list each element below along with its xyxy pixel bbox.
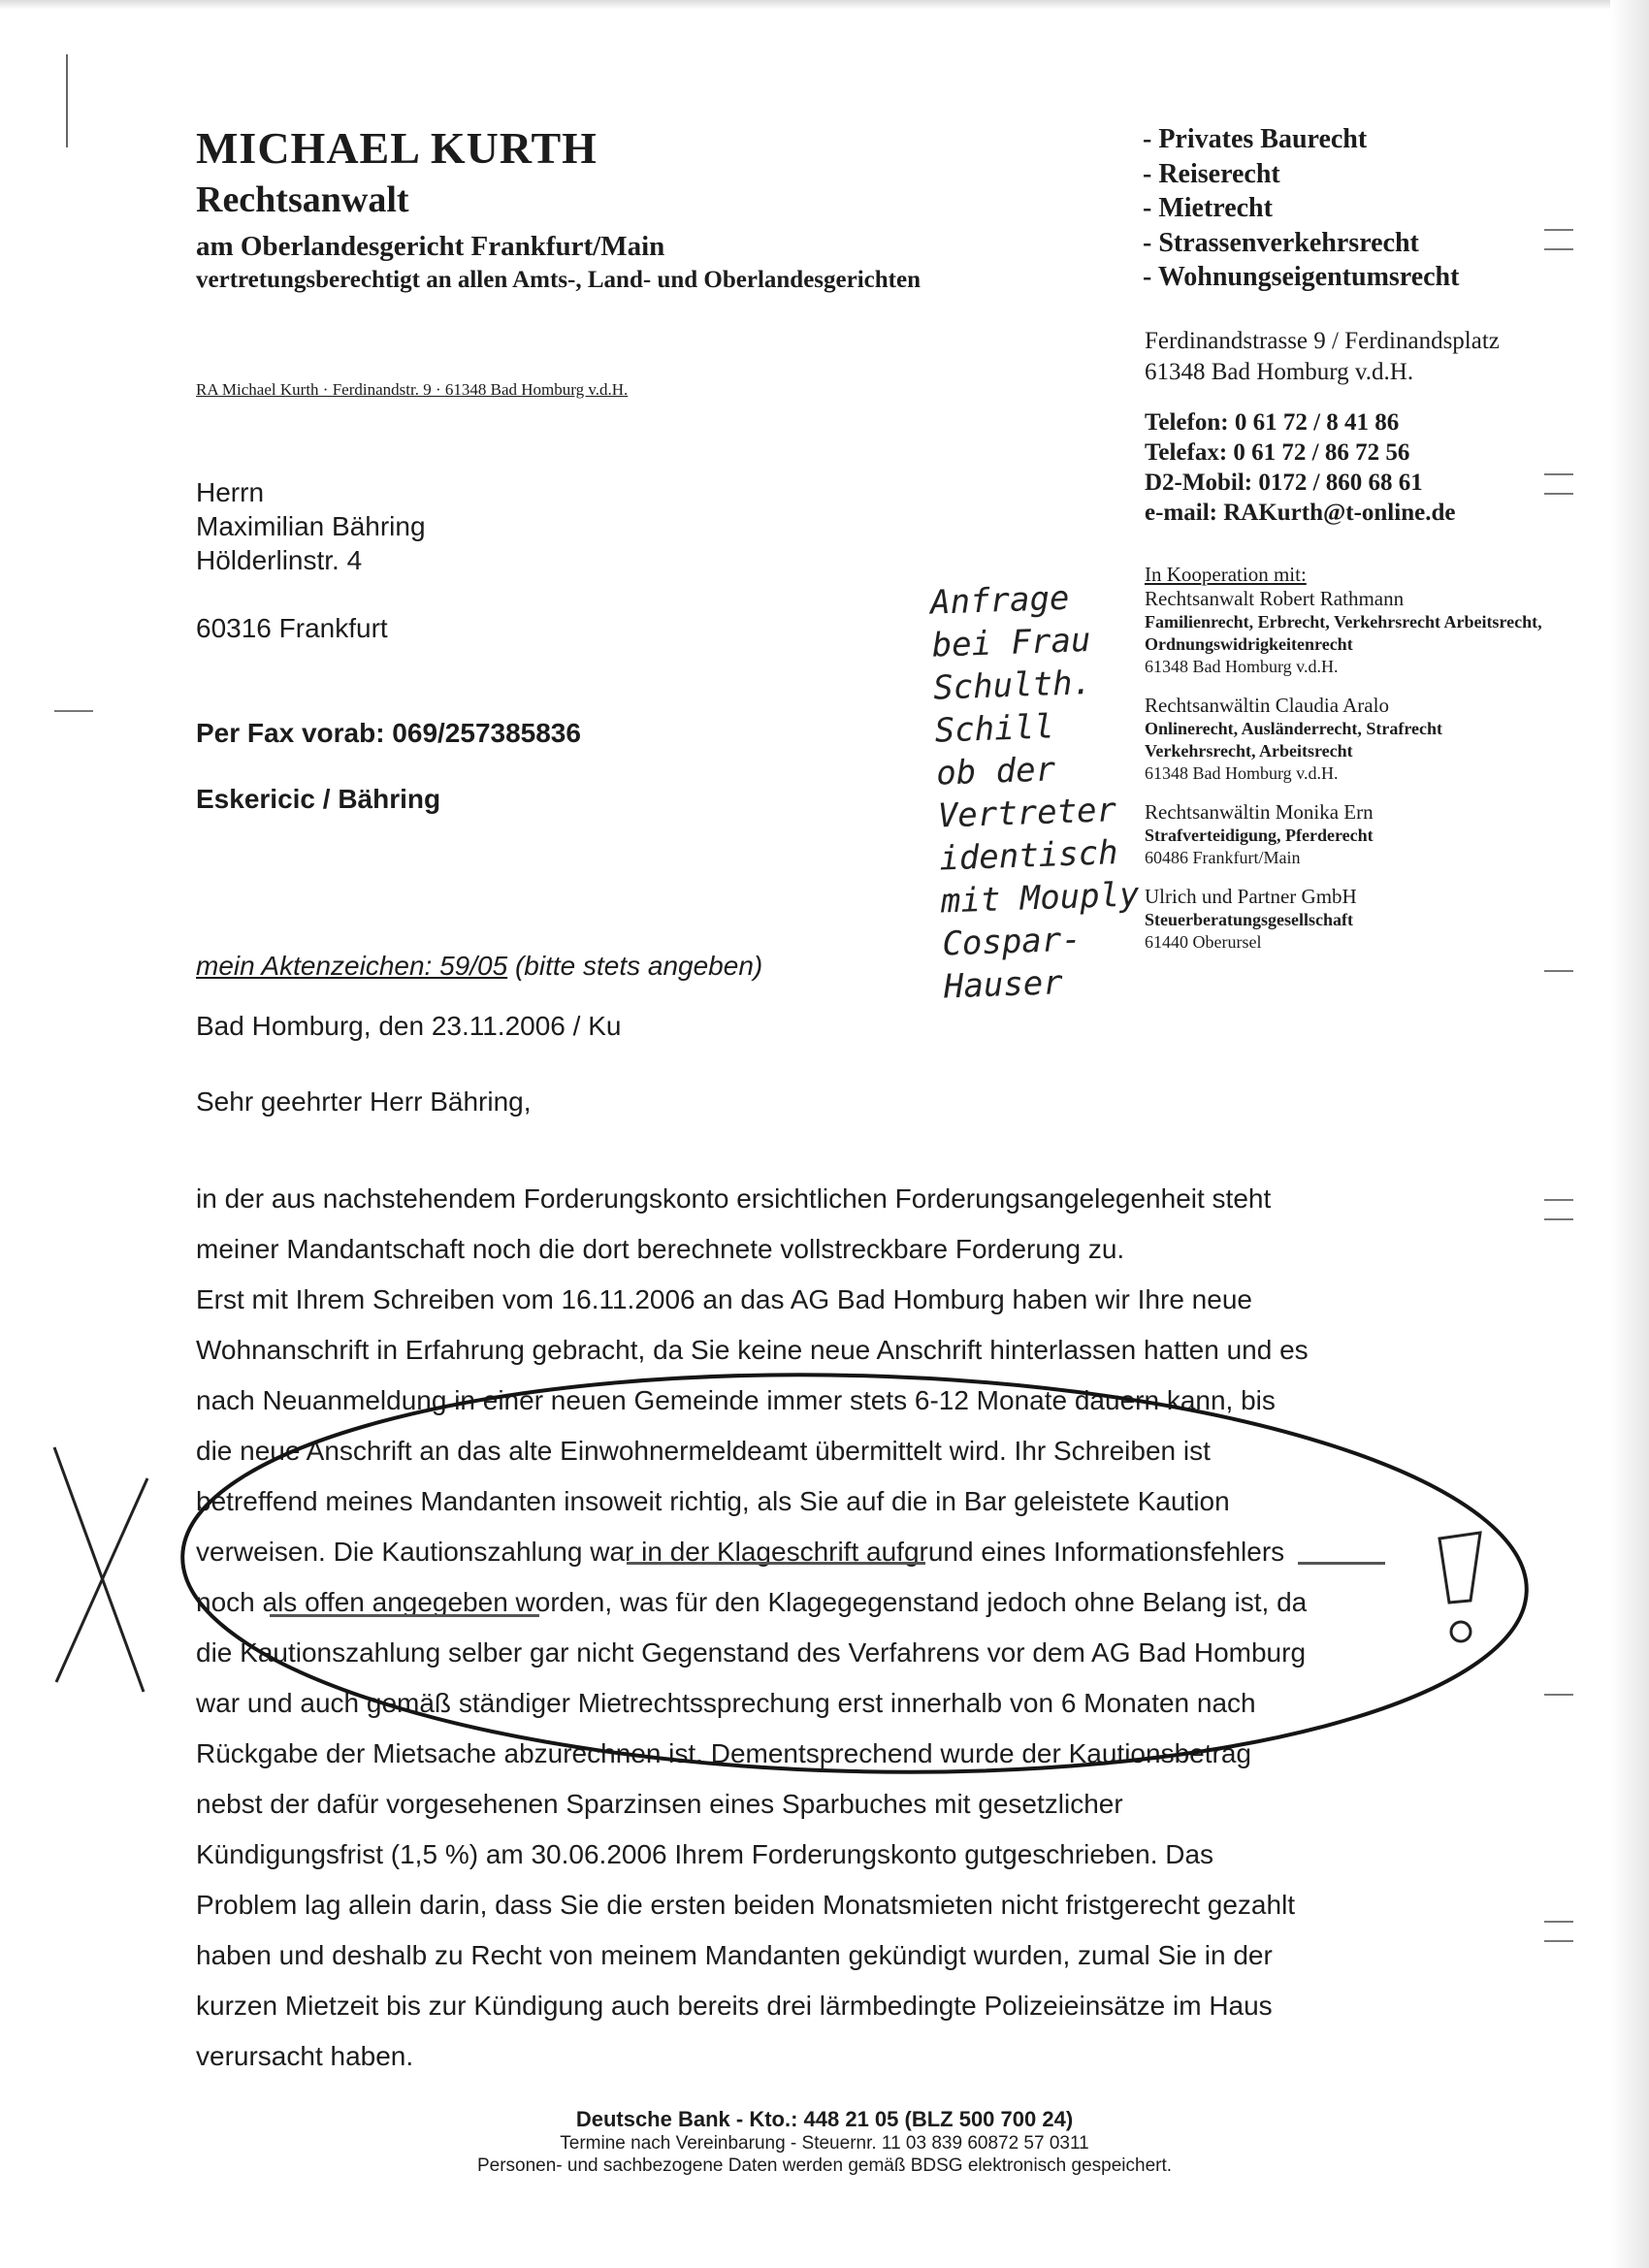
- return-address: RA Michael Kurth · Ferdinandstr. 9 · 61348 Bad Homburg v.d.H.: [196, 380, 629, 399]
- partner-name: Rechtsanwältin Claudia Aralo: [1145, 694, 1389, 717]
- office-address: [1145, 326, 1500, 388]
- body-line: Problem lag allein darin, dass Sie die ersten beiden Monatsmieten nicht fristgerecht gezahlt: [196, 1890, 1296, 1920]
- footer-terms: Termine nach Vereinbarung - Steuernr. 11 03 839 60872 57 0311: [560, 2133, 1089, 2154]
- practice-area-item: - Reiserecht: [1143, 158, 1280, 189]
- handwritten-underline: [1298, 1562, 1385, 1565]
- handwritten-line: Cospar-: [941, 920, 1083, 964]
- body-line: noch als offen angegeben worden, was für den Klagegegenstand jedoch ohne Belang ist, da: [196, 1587, 1308, 1617]
- scan-edge-right: [1610, 0, 1649, 2268]
- phone-number: Telefon: 0 61 72 / 8 41 86: [1145, 409, 1400, 436]
- letter-salutation: Sehr geehrter Herr Bähring,: [196, 1086, 532, 1117]
- body-line: verursacht haben.: [196, 2041, 414, 2071]
- footer-privacy: Personen- und sachbezogene Daten werden gemäß BDSG elektronisch gespeichert.: [476, 2155, 1173, 2176]
- body-line: haben und deshalb zu Recht von meinem Mandanten gekündigt wurden, zumal Sie in der: [196, 1940, 1273, 1970]
- body-line: nebst der dafür vorgesehenen Sparzinsen eines Sparbuches mit gesetzlicher: [196, 1789, 1123, 1819]
- recipient-street: Hölderlinstr. 4: [196, 545, 363, 575]
- firm-representation: vertretungsberechtigt an allen Amts-, Land- und Oberlandesgerichten: [196, 267, 921, 293]
- body-line: Wohnanschrift in Erfahrung gebracht, da Sie keine neue Anschrift hinterlassen hatten und es: [196, 1335, 1309, 1365]
- body-line: verweisen. Die Kautionszahlung war in der Klageschrift aufgrund eines Informationsfehlers: [196, 1537, 1285, 1567]
- partner-name: Rechtsanwältin Monika Ern: [1145, 800, 1374, 824]
- cooperation-partner: [1145, 800, 1552, 869]
- practice-area-item: - Privates Baurecht: [1143, 124, 1368, 154]
- letter-footer: [0, 2107, 1649, 2177]
- fax-line: Per Fax vorab: 069/257385836: [196, 718, 581, 748]
- handwritten-line: identisch: [938, 833, 1119, 879]
- reference-line: [196, 951, 762, 982]
- body-line: Kündigungsfrist (1,5 %) am 30.06.2006 Ihrem Forderungskonto gutgeschrieben. Das: [196, 1839, 1214, 1869]
- partner-fields: Steuerberatungsgesellschaft: [1145, 910, 1353, 929]
- handwritten-line: Schulth.: [932, 663, 1093, 708]
- punch-mark: [66, 54, 68, 147]
- margin-mark: [1544, 1940, 1573, 1942]
- practice-areas-list: [1143, 122, 1459, 295]
- case-line: Eskericic / Bähring: [196, 784, 441, 814]
- handwritten-line: Vertreter: [937, 791, 1117, 836]
- footer-bank-details: Deutsche Bank - Kto.: 448 21 05 (BLZ 500 700 24): [575, 2107, 1074, 2131]
- firm-title: Rechtsanwalt: [196, 179, 409, 220]
- recipient-name: Maximilian Bähring: [196, 511, 426, 541]
- handwritten-oval-mark: [177, 1368, 1533, 1779]
- handwritten-exclamation-icon: [1434, 1531, 1488, 1647]
- margin-mark: [1544, 493, 1573, 495]
- cooperation-section: [1145, 563, 1552, 969]
- practice-area-item: - Wohnungseigentumsrecht: [1143, 262, 1460, 292]
- handwritten-line: ob der: [935, 750, 1056, 794]
- partner-city: 61440 Oberursel: [1145, 932, 1262, 952]
- office-street: Ferdinandstrasse 9 / Ferdinandsplatz: [1145, 328, 1500, 354]
- cooperation-partner: [1145, 587, 1552, 678]
- handwritten-line: Schill: [934, 707, 1055, 751]
- recipient-address: [196, 475, 426, 645]
- margin-mark: [54, 710, 93, 712]
- partner-city: 61348 Bad Homburg v.d.H.: [1145, 763, 1339, 783]
- partner-fields: Familienrecht, Erbrecht, Verkehrsrecht Arbeitsrecht, Ordnungswidrigkeitenrecht: [1145, 612, 1542, 654]
- email-address: e-mail: RAKurth@t-online.de: [1145, 500, 1456, 526]
- handwritten-underline: [270, 1614, 539, 1617]
- margin-mark: [1544, 473, 1573, 475]
- margin-mark: [1544, 229, 1573, 231]
- body-line: die Kautionszahlung selber gar nicht Gegenstand des Verfahrens vor dem AG Bad Homburg: [196, 1637, 1307, 1668]
- date-line: Bad Homburg, den 23.11.2006 / Ku: [196, 1011, 622, 1041]
- margin-mark: [1544, 248, 1573, 250]
- contact-block: [1145, 407, 1455, 528]
- mobile-number: D2-Mobil: 0172 / 860 68 61: [1145, 470, 1423, 496]
- margin-mark: [1544, 970, 1573, 972]
- margin-mark: [1544, 1218, 1573, 1220]
- cooperation-partner: [1145, 885, 1552, 954]
- body-line: nach Neuanmeldung in einer neuen Gemeinde immer stets 6-12 Monate dauern kann, bis: [196, 1385, 1276, 1415]
- reference-note: (bitte stets angeben): [507, 951, 763, 981]
- scan-edge-top: [0, 0, 1649, 10]
- firm-name: MICHAEL KURTH: [196, 123, 598, 173]
- practice-area-item: - Strassenverkehrsrecht: [1143, 227, 1419, 258]
- margin-mark: [1544, 1694, 1573, 1696]
- body-line: war und auch gemäß ständiger Mietrechtssprechung erst innerhalb von 6 Monaten nach: [196, 1688, 1256, 1718]
- partner-city: 61348 Bad Homburg v.d.H.: [1145, 657, 1339, 676]
- cooperation-partner: [1145, 694, 1552, 785]
- partner-name: Ulrich und Partner GmbH: [1145, 885, 1357, 908]
- handwritten-note: [929, 575, 1143, 1009]
- handwritten-line: mit Mouply: [940, 875, 1141, 922]
- margin-mark: [1544, 1921, 1573, 1923]
- office-city: 61348 Bad Homburg v.d.H.: [1145, 359, 1414, 385]
- handwritten-line: Anfrage: [929, 578, 1071, 623]
- firm-court: am Oberlandesgericht Frankfurt/Main: [196, 231, 665, 262]
- body-line: die neue Anschrift an das alte Einwohnermeldeamt übermittelt wird. Ihr Schreiben ist: [196, 1436, 1211, 1466]
- partner-name: Rechtsanwalt Robert Rathmann: [1145, 587, 1405, 610]
- partner-fields: Onlinerecht, Ausländerrecht, Strafrecht Verkehrsrecht, Arbeitsrecht: [1145, 719, 1442, 761]
- cooperation-heading: In Kooperation mit:: [1145, 563, 1307, 586]
- body-line: kurzen Mietzeit bis zur Kündigung auch bereits drei lärmbedingte Polizeieinsätze im Haus: [196, 1991, 1273, 2021]
- body-line: in der aus nachstehendem Forderungskonto ersichtlichen Forderungsangelegenheit steht: [196, 1183, 1272, 1214]
- body-line: Erst mit Ihrem Schreiben vom 16.11.2006 an das AG Bad Homburg haben wir Ihre neue: [196, 1284, 1252, 1314]
- reference-label: mein Aktenzeichen: 59/05: [196, 951, 508, 981]
- handwritten-underline: [627, 1562, 925, 1565]
- partner-city: 60486 Frankfurt/Main: [1145, 848, 1301, 867]
- practice-area-item: - Mietrecht: [1143, 193, 1273, 223]
- recipient-city: 60316 Frankfurt: [196, 613, 388, 643]
- margin-mark: [1544, 1199, 1573, 1201]
- body-line: meiner Mandantschaft noch die dort berechnete vollstreckbare Forderung zu.: [196, 1234, 1125, 1264]
- recipient-salutation: Herrn: [196, 477, 265, 507]
- partner-fields: Strafverteidigung, Pferderecht: [1145, 826, 1374, 845]
- body-line: betreffend meines Mandanten insoweit richtig, als Sie auf die in Bar geleistete Kaution: [196, 1486, 1230, 1516]
- fax-number: Telefax: 0 61 72 / 86 72 56: [1145, 439, 1410, 466]
- body-line: Rückgabe der Mietsache abzurechnen ist. Dementsprechend wurde der Kautionsbetrag: [196, 1738, 1251, 1768]
- handwritten-line: Hauser: [943, 963, 1064, 1007]
- handwritten-x-mark: [47, 1443, 153, 1698]
- handwritten-line: bei Frau: [930, 620, 1092, 665]
